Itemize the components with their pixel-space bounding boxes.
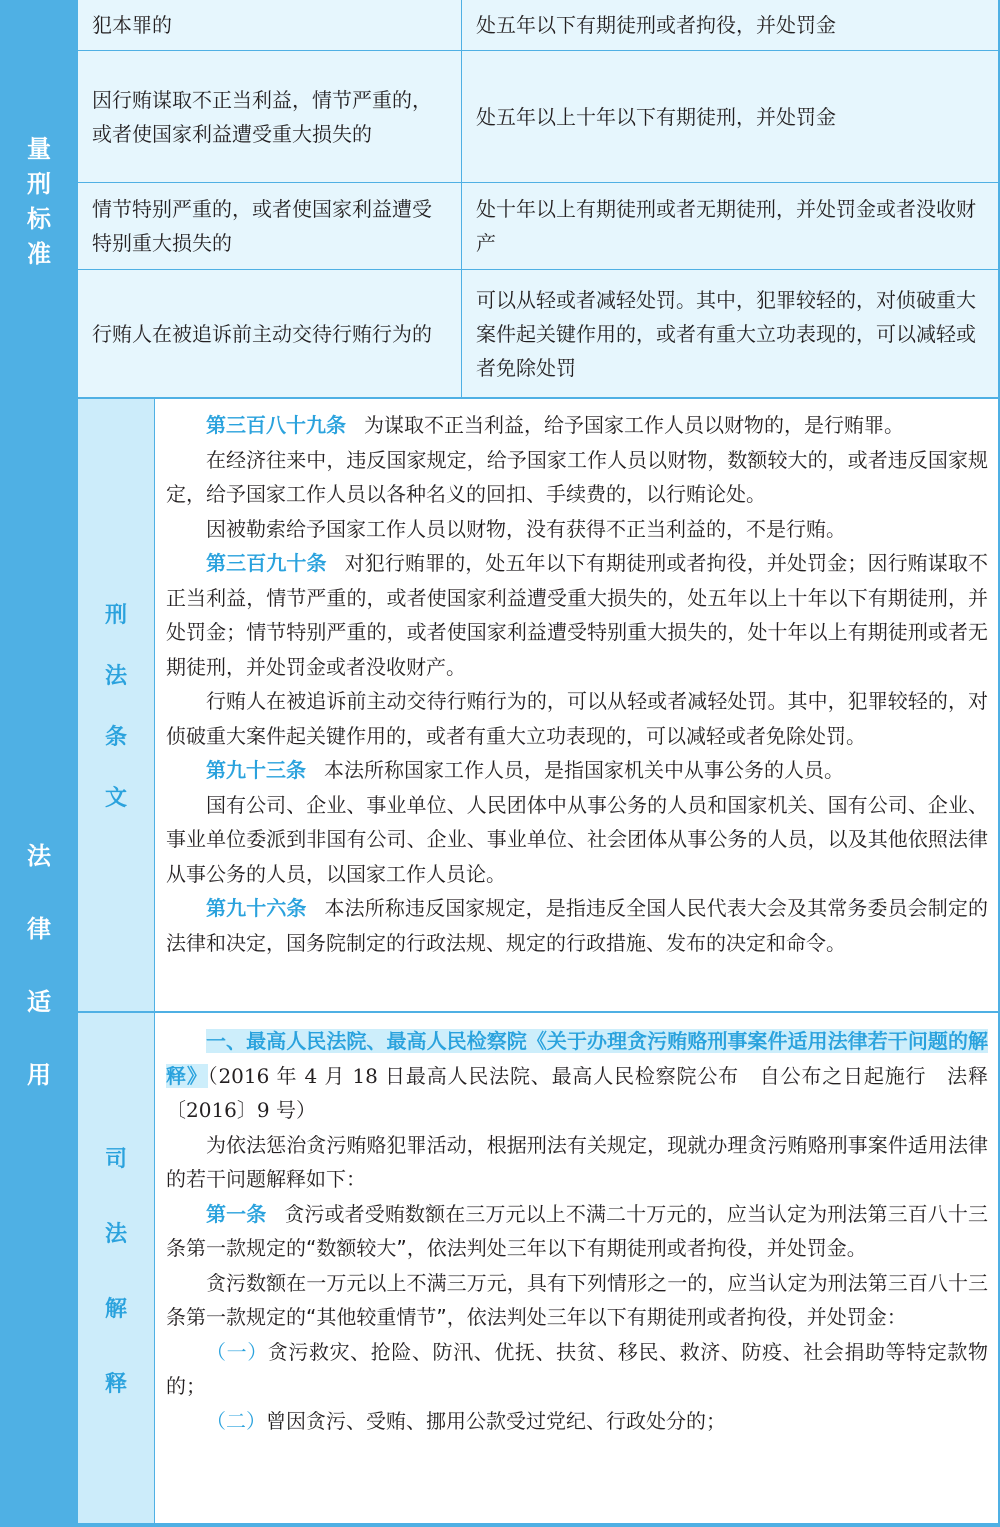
- heading-note: （2016 年 4 月 18 日最高人民法院、最高人民检察院公布 自公布之日起施行 法释〔2016〕9 号）: [166, 1063, 989, 1122]
- condition-text: 行贿人在被追诉前主动交待行贿行为的: [92, 321, 432, 346]
- label-char: 准: [27, 239, 51, 268]
- label-char: 用: [27, 1061, 51, 1089]
- law-paragraph: [166, 512, 988, 547]
- condition-text: 因行贿谋取不正当利益，情节严重的，或者使国家利益遭受重大损失的: [92, 87, 432, 146]
- paragraph-text: 对犯行贿罪的，处五年以下有期徒刑或者拘役，并处罚金；因行贿谋取不正当利益，情节严重的，或者使国家利益遭受重大损失的，处五年以上十年以下有期徒刑，并处罚金；情节特别严重的，或者使国家利益遭受特别重大损失的，处十年以上有期徒刑或者无期徒刑，并处罚金或者没收财产。: [166, 551, 989, 679]
- sentencing-row-condition: [78, 270, 461, 397]
- sentencing-row-penalty: [462, 51, 1000, 182]
- divider: [78, 269, 1000, 270]
- label-char: 适: [27, 988, 51, 1016]
- article-number: 第一条: [206, 1201, 267, 1226]
- article-number: 第三百九十条: [206, 551, 327, 575]
- judicial-interpretation-text: [166, 1024, 988, 1519]
- paragraph-text: 因被勒索给予国家工作人员以财物，没有获得不正当利益的，不是行贿。: [206, 516, 846, 541]
- paragraph-text: 贪污数额在一万元以上不满三万元，具有下列情形之一的，应当认定为刑法第三百八十三条第一款规定的“其他较重情节”，依法判处三年以下有期徒刑或者拘役，并处罚金：: [166, 1270, 988, 1329]
- paragraph-text: 在经济往来中，违反国家规定，给予国家工作人员以财物，数额较大的，或者违反国家规定，给予国家工作人员以各种名义的回扣、手续费的，以行贿论处。: [166, 447, 988, 506]
- paragraph-text: 行贿人在被追诉前主动交待行贿行为的，可以从轻或者减轻处罚。其中，犯罪较轻的，对侦破重大案件起关键作用的，或者有重大立功表现的，可以减轻或者免除处罚。: [166, 689, 988, 748]
- divider: [154, 399, 155, 1527]
- label-char: 司: [104, 1147, 127, 1172]
- label-char: 标: [27, 204, 51, 233]
- paragraph-text: 为依法惩治贪污贿赂犯罪活动，根据刑法有关规定，现就办理贪污贿赂刑事案件适用法律的若干问题解释如下：: [166, 1132, 988, 1191]
- label-char: 法: [104, 664, 127, 689]
- label-char: 刑: [27, 169, 51, 198]
- sentencing-row-penalty: [462, 270, 1000, 397]
- law-paragraph: [166, 753, 988, 788]
- sentencing-row-condition: [78, 0, 461, 50]
- label-char: 条: [104, 725, 127, 750]
- law-paragraph: [166, 1197, 988, 1266]
- sentencing-row-condition: [78, 183, 461, 269]
- divider: [78, 1011, 1000, 1013]
- label-char: 释: [104, 1372, 127, 1397]
- paragraph-text: 本法所称国家工作人员，是指国家机关中从事公务的人员。: [324, 758, 844, 782]
- paragraph-text: 贪污或者受贿数额在三万元以上不满二十万元的，应当认定为刑法第三百八十三条第一款规定的“数额较大”，依法判处三年以下有期徒刑或者拘役，并处罚金。: [166, 1201, 989, 1260]
- law-paragraph: [166, 788, 988, 892]
- divider: [78, 182, 1000, 183]
- criminal-law-text: [166, 408, 988, 1008]
- penalty-text: 处五年以下有期徒刑或者拘役，并处罚金: [476, 13, 836, 37]
- bottom-border: [0, 1523, 1000, 1527]
- sentencing-row-penalty: [462, 0, 1000, 50]
- law-paragraph: [166, 684, 988, 753]
- label-char: 律: [27, 915, 51, 943]
- judicial-interpretation-label: [78, 1013, 154, 1527]
- law-paragraph: [166, 443, 988, 512]
- divider: [461, 0, 462, 397]
- label-char: 量: [27, 134, 51, 163]
- sentencing-label: [0, 0, 78, 397]
- criminal-law-label: [78, 399, 154, 1011]
- divider: [78, 50, 1000, 51]
- article-number: 第九十六条: [206, 896, 307, 920]
- law-application-label: [0, 399, 78, 1527]
- article-number: 第九十三条: [206, 758, 306, 782]
- penalty-text: 处十年以上有期徒刑或者无期徒刑，并处罚金或者没收财产: [476, 197, 976, 255]
- item-number: （二）: [206, 1408, 266, 1433]
- law-paragraph: [166, 891, 988, 960]
- sentencing-row-penalty: [462, 183, 1000, 269]
- list-item: [166, 1335, 988, 1404]
- paragraph-text: 为谋取不正当利益，给予国家工作人员以财物的，是行贿罪。: [364, 413, 904, 437]
- penalty-text: 可以从轻或者减轻处罚。其中，犯罪较轻的，对侦破重大案件起关键作用的，或者有重大立功表现的，可以减轻或者免除处罚: [476, 287, 976, 380]
- heading-text: 一、最高人民法院、最高人民检察院《关于办理贪污贿赂刑事案件适用法律若干问题的解释》: [166, 1029, 988, 1088]
- item-number: （一）: [206, 1339, 268, 1364]
- interpretation-heading: [166, 1024, 988, 1128]
- condition-text: 情节特别严重的，或者使国家利益遭受特别重大损失的: [92, 197, 432, 255]
- penalty-text: 处五年以上十年以下有期徒刑，并处罚金: [476, 104, 836, 129]
- label-char: 文: [104, 786, 127, 811]
- law-paragraph: [166, 1128, 988, 1197]
- list-item: [166, 1404, 988, 1439]
- label-char: 法: [27, 842, 51, 870]
- paragraph-text: 本法所称违反国家规定，是指违反全国人民代表大会及其常务委员会制定的法律和决定，国务院制定的行政法规、规定的行政措施、发布的决定和命令。: [166, 896, 989, 955]
- sentencing-row-condition: [78, 51, 461, 182]
- label-char: 解: [104, 1297, 127, 1322]
- law-paragraph: [166, 408, 988, 443]
- label-char: 刑: [104, 603, 127, 628]
- law-paragraph: [166, 1266, 988, 1335]
- label-char: 法: [104, 1222, 127, 1247]
- condition-text: 犯本罪的: [92, 13, 172, 37]
- paragraph-text: 国有公司、企业、事业单位、人民团体中从事公务的人员和国家机关、国有公司、企业、事业单位委派到非国有公司、企业、事业单位、社会团体从事公务的人员，以及其他依照法律从事公务的人员，以国家工作人员论。: [166, 792, 988, 886]
- item-text: 贪污救灾、抢险、防汛、优抚、扶贫、移民、救济、防疫、社会捐助等特定款物的；: [166, 1339, 989, 1398]
- item-text: 曾因贪污、受贿、挪用公款受过党纪、行政处分的；: [266, 1408, 726, 1433]
- article-number: 第三百八十九条: [206, 413, 346, 437]
- law-paragraph: [166, 546, 988, 684]
